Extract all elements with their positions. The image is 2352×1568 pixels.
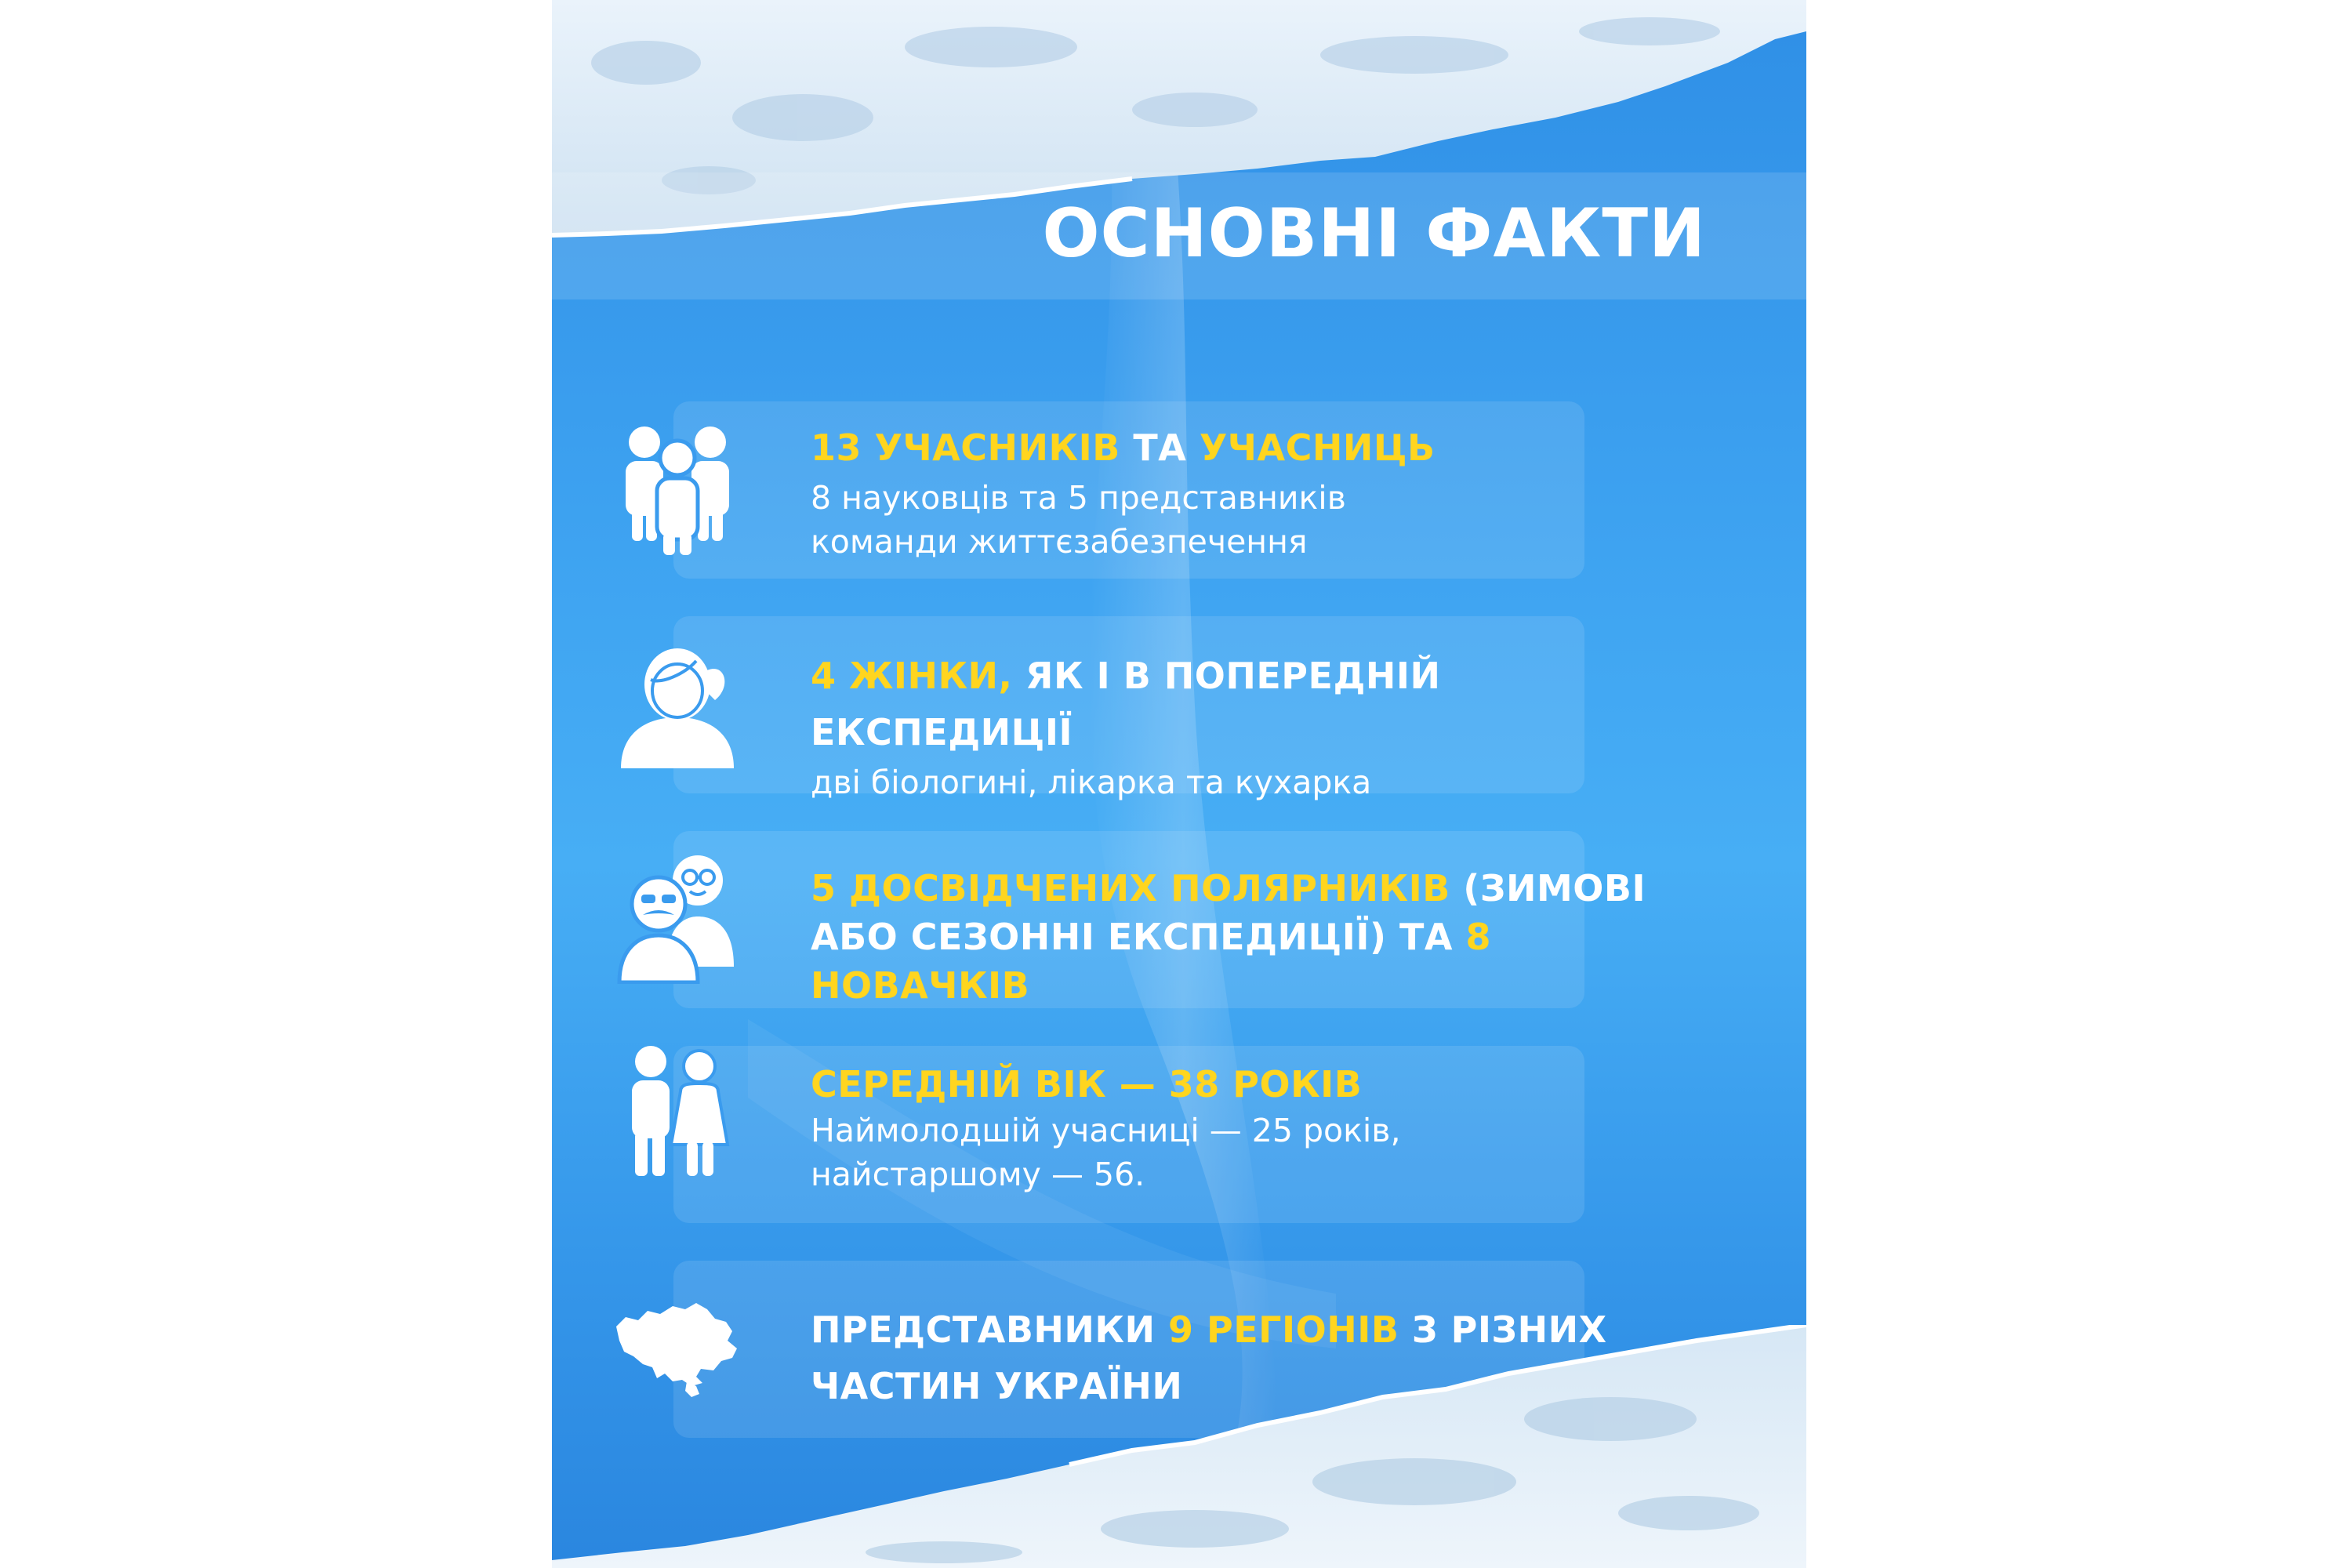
fact-heading xyxy=(811,648,1704,760)
highlight: 13 УЧАСНИКІВ xyxy=(811,426,1120,469)
bottom-ice-decoration xyxy=(552,1325,1806,1568)
highlight: 8 НОВАЧКІВ xyxy=(811,916,1491,1007)
fact-text-average-age xyxy=(811,1060,1704,1196)
two-persons-icon xyxy=(615,851,740,984)
fact-heading-line: ЧАСТИН УКРАЇНИ xyxy=(811,1365,1183,1407)
highlight: 4 ЖІНКИ, xyxy=(811,655,1013,697)
fact-heading xyxy=(811,419,1704,476)
fact-text-women xyxy=(811,648,1704,804)
fact-heading-line xyxy=(811,913,1704,1010)
fact-detail: найстаршому — 56. xyxy=(811,1156,1145,1193)
man-and-woman-icon xyxy=(615,1044,740,1178)
fact-detail: команди життєзабезпечення xyxy=(811,523,1308,561)
heading-text: ЯК І В ПОПЕРЕДНІЙ ЕКСПЕДИЦІЇ xyxy=(811,655,1441,753)
heading-text: ПРЕДСТАВНИКИ xyxy=(811,1308,1169,1351)
fact-text-participants xyxy=(811,419,1704,564)
fact-detail: дві біологині, лікарка та кухарка xyxy=(811,764,1372,801)
fact-heading: СЕРЕДНІЙ ВІК — 38 РОКІВ xyxy=(811,1063,1363,1105)
fact-text-polar-explorers xyxy=(811,864,1704,1010)
page-title: ОСНОВНІ ФАКТИ xyxy=(1042,194,1706,273)
fact-heading-line xyxy=(811,864,1704,913)
infographic-poster xyxy=(552,0,1806,1568)
highlight: 5 ДОСВІДЧЕНИХ ПОЛЯРНИКІВ xyxy=(811,867,1450,909)
heading-text: АБО СЕЗОННІ ЕКСПЕДИЦІЇ) ТА xyxy=(811,916,1466,958)
highlight: 9 РЕГІОНІВ xyxy=(1168,1308,1399,1351)
fact-detail: Наймолодшій учасниці — 25 років, xyxy=(811,1112,1401,1149)
group-of-people-icon xyxy=(615,423,740,557)
heading-text: (ЗИМОВІ xyxy=(1450,867,1646,909)
woman-icon xyxy=(615,639,740,772)
fact-detail: 8 науковців та 5 представників xyxy=(811,479,1346,517)
highlight: УЧАСНИЦЬ xyxy=(1199,426,1436,469)
heading-text: З РІЗНИХ xyxy=(1399,1308,1607,1351)
heading-text: ТА xyxy=(1120,426,1200,469)
